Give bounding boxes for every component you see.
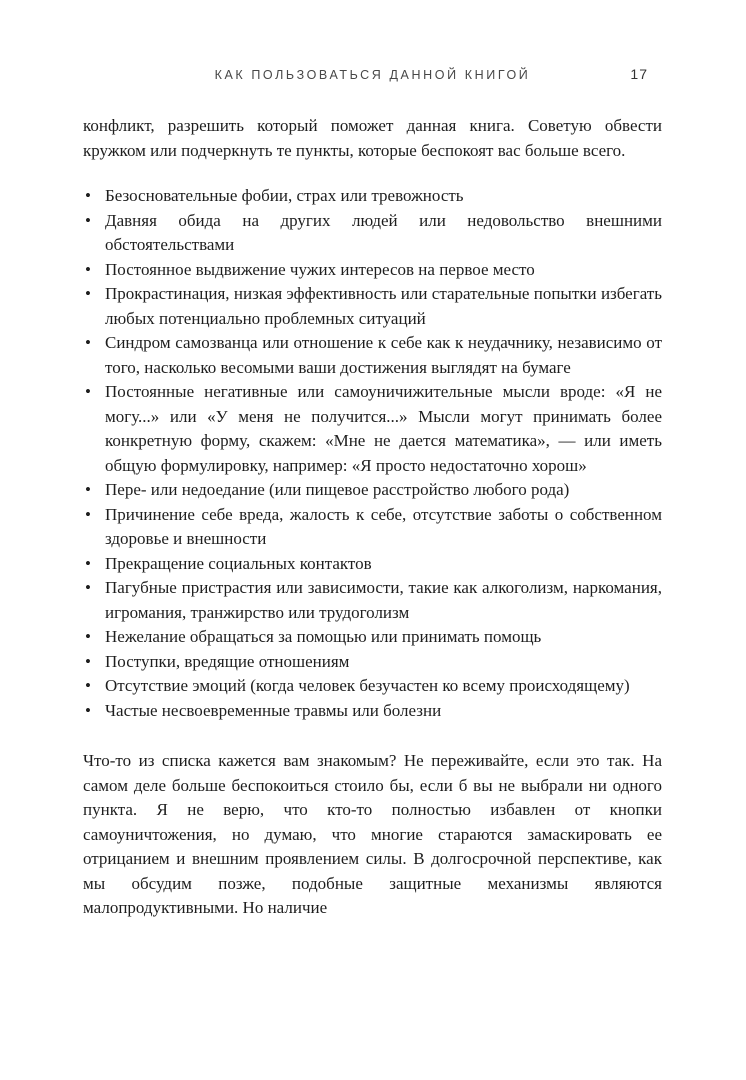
list-item: • Частые несвоевременные травмы или болезни	[83, 699, 662, 724]
intro-paragraph: конфликт, разрешить который поможет данная книга. Советую обвести кружком или подчеркнуть те пункты, которые беспокоят вас больше всего.	[83, 116, 662, 160]
list-item: • Постоянное выдвижение чужих интересов на первое место	[83, 258, 662, 283]
list-item: • Безосновательные фобии, страх или тревожность	[83, 184, 662, 209]
list-item: • Причинение себе вреда, жалость к себе, отсутствие заботы о собственном здоровье и внешности	[83, 503, 662, 552]
closing-paragraph: Что-то из списка кажется вам знакомым? Не переживайте, если это так. На самом деле больше беспокоиться стоило бы, если б вы не выбрали ни одного пункта. Я не верю, что кто-то полностью избавлен от кнопки самоуничтожения, но думаю, что многие стараются замаскировать ее отрицанием и внешним проявлением силы. В долгосрочной перспективе, как мы обсудим позже, подобные защитные механизмы являются малопродуктивными. Но наличие	[83, 751, 662, 917]
list-item: • Прекращение социальных контактов	[83, 552, 662, 577]
list-item: • Прокрастинация, низкая эффективность или старательные попытки избегать любых потенциально проблемных ситуаций	[83, 282, 662, 331]
chapter-running-title: КАК ПОЛЬЗОВАТЬСЯ ДАННОЙ КНИГОЙ	[214, 68, 531, 82]
list-item: • Пере- или недоедание (или пищевое расстройство любого рода)	[83, 478, 662, 503]
list-item: • Поступки, вредящие отношениям	[83, 650, 662, 675]
list-item: • Давняя обида на других людей или недовольство внешними обстоятельствами	[83, 209, 662, 258]
list-item: • Отсутствие эмоций (когда человек безучастен ко всему происходящему)	[83, 674, 662, 699]
list-item: • Пагубные пристрастия или зависимости, такие как алкоголизм, наркомания, игромания, транжирство или трудоголизм	[83, 576, 662, 625]
self-sabotage-symptoms-list	[83, 184, 662, 723]
list-item: • Постоянные негативные или самоуничижительные мысли вроде: «Я не могу...» или «У меня не получится...» Мысли могут принимать более конкретную форму, скажем: «Мне не дается математика», — или иметь общую формулировку, например: «Я просто недостаточно хорош»	[83, 380, 662, 478]
page-number: 17	[630, 66, 648, 82]
page-header	[83, 66, 662, 84]
list-item: • Синдром самозванца или отношение к себе как к неудачнику, независимо от того, насколько весомыми ваши достижения выглядят на бумаге	[83, 331, 662, 380]
list-item: • Нежелание обращаться за помощью или принимать помощь	[83, 625, 662, 650]
